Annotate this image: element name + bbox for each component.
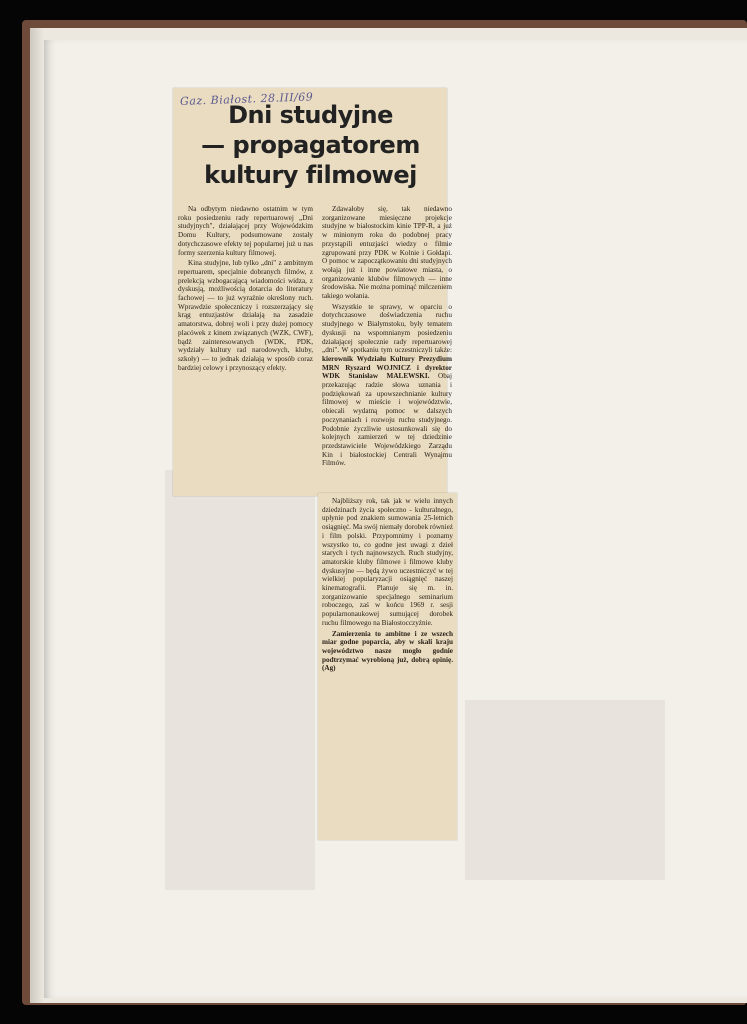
paragraph-text: Obaj przekazując radzie słowa uznania i podziękowań za upowszechnianie kultury filmowej w mieście i województwie, obiecali wydatną pomoc w dalszych poczynaniach i rozwoju ruchu studyjnego. Podobnie życzliwie ustosunkowali się do kolejnych zamierzeń w tej dziedzinie przedstawiciele Wojewódzkiego Zarządu Kin i białostockiej Centrali Wynajmu Filmów. [322,372,452,468]
headline [178,100,443,190]
paragraph: Kina studyjne, lub tylko „dni" z ambitnym repertuarem, specjalnie dobranych filmów, z prelekcją wzbogacającą wiadomości widza, z dyskusją, możliwością dotarcia do literatury fachowej — to już wyraźnie określony ruch. Wprawdzie społeczniczy i rozszerzający się krąg entuzjastów działają na zasadzie amatorstwa, dobrej woli i przy dużej pomocy placówek z kinem związanych (WZK, CWF), bądź zainteresowanych (WDK, PDK, wydziały kultury rad narodowych, kluby, szkoły) — to jednak działają w sposób coraz bardziej celowy i przynoszący efekty. [178,259,313,372]
handwritten-note: Gaz. Białost. 28.III/69 [179,90,314,108]
paragraph: Najbliższy rok, tak jak w wielu innych dziedzinach życia społeczno - kulturalnego, upłynie pod znakiem sumowania 25-letnich osiągnięć. Ma swój niemały dorobek również i film polski. Przypomnimy i poznamy wszystko to, co godne jest uwagi z dzieł starych i tych najnowszych. Ruch studyjny, amatorskie kluby filmowe i filmowe kluby dyskusyjne — będą żywo uczestniczyć w tej wielkiej popularyzacji osiągnięć naszej kinematografii. Planuje się m. in. zorganizowanie specjalnego seminarium roboczego, zaś w końcu 1969 r. sesji popularnonaukowej sumującej dorobek ruchu filmowego na Białostocczyźnie. [322,497,453,627]
headline-line-3: kultury filmowej [204,161,417,189]
paragraph: Na odbytym niedawno ostatnim w tym roku posiedzeniu rady repertuarowej „Dni studyjnych", działającej przy Wojewódzkim Domu Kultury, podsumowane zostały dotychczasowe efekty tej popularnej już u nas formy szerzenia kultury filmowej. [178,205,313,257]
article-column-left [178,205,313,374]
closing-paragraph: Zamierzenia to ambitne i ze wszech miar godne poparcia, aby w skali kraju województwo nasze mogło godnie podtrzymać wyrobioną już, dobrą opinię. (Ag) [322,629,453,673]
paragraph-text: Wszystkie te sprawy, w oparciu o dotychczasowe doświadczenia ruchu studyjnego w Białymstoku, były tematem dyskusji na wspomnianym posiedzeniu działającej społecznie rady repertuarowej „dni". W spotkaniu tym uczestniczyli także: [322,302,452,355]
bold-names: kierownik Wydziału Kultury Prezydium MRN Ryszard WOJNICZ i dyrektor WDK Stanisław MALEWSKI. [322,354,452,381]
article-column-continuation [322,497,453,675]
paragraph: Zdawałoby się, tak niedawno zorganizowane miesięczne projekcje studyjne w białostockim kinie TPP-R, a już w minionym roku do podobnej pracy przystąpili entuzjaści wiedzy o filmie zgrupowani przy PDK w Kolnie i Gołdapi. O pomoc w zapoczątkowaniu dni studyjnych wołają już i inne powiatowe miasta, o organizowanie klubów filmowych — inne środowiska. Nie można pominąć milczeniem takiego wołania. [322,205,452,301]
headline-line-2: — propagatorem [201,131,420,159]
article-column-right [322,205,452,470]
headline-line-1: Dni studyjne [228,101,393,129]
paragraph [322,303,452,468]
